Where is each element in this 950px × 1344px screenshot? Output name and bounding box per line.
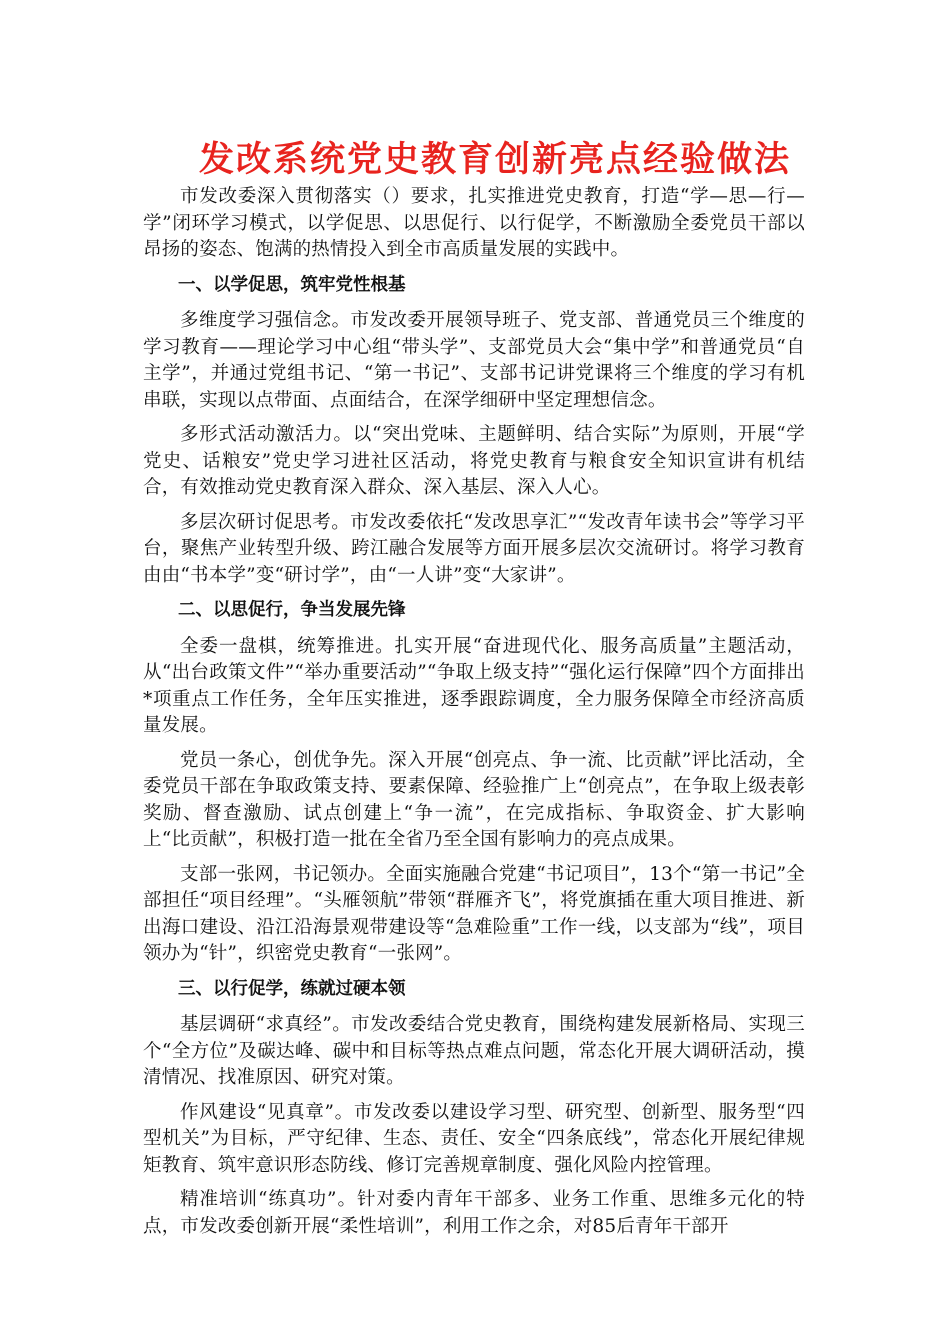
section-1-paragraph-2: 多形式活动激活力。以“突出党味、主题鲜明、结合实际”为原则，开展“学党史、话粮安”党史学习进社区活动，将党史教育与粮食安全知识宣讲有机结合，有效推动党史教育深入群众、深入基层、深入人心。 bbox=[143, 424, 805, 498]
section-2-paragraph-1: 全委一盘棋，统筹推进。扎实开展“奋进现代化、服务高质量”主题活动，从“出台政策文件”“举办重要活动”“争取上级支持”“强化运行保障”四个方面排出*项重点工作任务，全年压实推进，逐季跟踪调度，全力服务保障全市经济高质量发展。 bbox=[143, 635, 805, 736]
section-3-paragraph-2: 作风建设“见真章”。市发改委以建设学习型、研究型、创新型、服务型“四型机关”为目标，严守纪律、生态、责任、安全“四条底线”，常态化开展纪律规矩教育、筑牢意识形态防线、修订完善规章制度、强化风险内控管理。 bbox=[143, 1101, 805, 1176]
section-1-paragraph-3: 多层次研讨促思考。市发改委依托“发改思享汇”“发改青年读书会”等学习平台，聚焦产业转型升级、跨江融合发展等方面开展多层次交流研讨。将学习教育由由“书本学”变“研讨学”，由“一人讲”变“大家讲”。 bbox=[143, 511, 805, 586]
intro-paragraph: 市发改委深入贯彻落实（）要求，扎实推进党史教育，打造“学—思—行—学”闭环学习模式，以学促思、以思促行、以行促学，不断激励全委党员干部以昂扬的姿态、饱满的热情投入到全市高质量发展的实践中。 bbox=[143, 186, 805, 260]
document-title: 发改系统党史教育创新亮点经验做法 bbox=[198, 139, 791, 180]
document-body bbox=[143, 184, 805, 1248]
section-3-paragraph-3: 精准培训“练真功”。针对委内青年干部多、业务工作重、思维多元化的特点，市发改委创新开展“柔性培训”，利用工作之余，对85后青年干部开 bbox=[143, 1189, 805, 1237]
section-heading-2: 二、以思促行，争当发展先锋 bbox=[178, 600, 406, 620]
section-2-paragraph-3: 支部一张网，书记领办。全面实施融合党建“书记项目”，13个“第一书记”全部担任“项目经理”。“头雁领航”带领“群雁齐飞”，将党旗插在重大项目推进、新出海口建设、沿江沿海景观带建设等“急难险重”工作一线，以支部为“线”，项目领办为“针”，织密党史教育“一张网”。 bbox=[143, 863, 805, 964]
section-heading-3: 三、以行促学，练就过硬本领 bbox=[178, 978, 406, 999]
section-3-paragraph-1: 基层调研“求真经”。市发改委结合党史教育，围绕构建发展新格局、实现三个“全方位”及碳达峰、碳中和目标等热点难点问题，常态化开展大调研活动，摸清情况、找准原因、研究对策。 bbox=[143, 1014, 805, 1088]
section-1-paragraph-1: 多维度学习强信念。市发改委开展领导班子、党支部、普通党员三个维度的学习教育——理论学习中心组“带头学”、支部党员大会“集中学”和普通党员“自主学”，并通过党组书记、“第一书记”、支部书记讲党课将三个维度的学习有机串联，实现以点带面、点面结合，在深学细研中坚定理想信念。 bbox=[143, 310, 805, 411]
section-heading-1: 一、以学促思，筑牢党性根基 bbox=[178, 274, 406, 295]
section-2-paragraph-2: 党员一条心，创优争先。深入开展“创亮点、争一流、比贡献”评比活动，全委党员干部在争取政策支持、要素保障、经验推广上“创亮点”，在争取上级表彰奖励、督查激励、试点创建上“争一流”，在完成指标、争取资金、扩大影响上“比贡献”，积极打造一批在全省乃至全国有影响力的亮点成果。 bbox=[143, 749, 805, 850]
